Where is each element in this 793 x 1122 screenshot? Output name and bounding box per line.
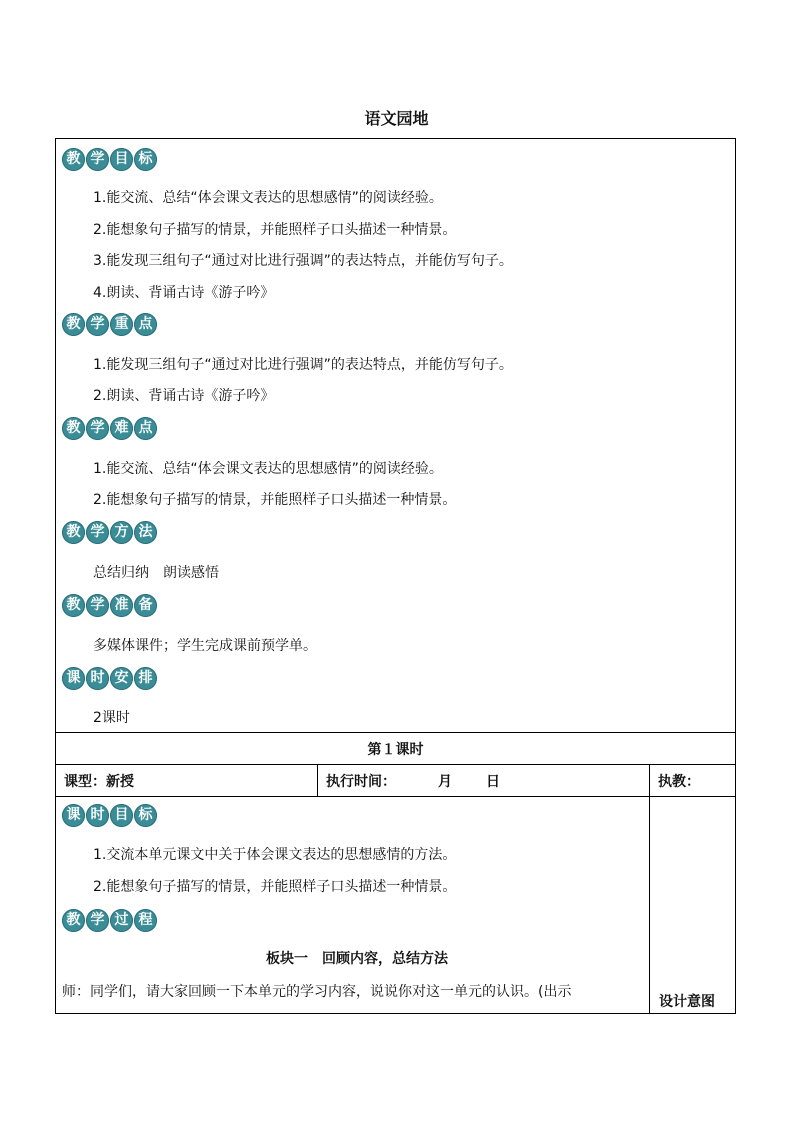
badge-char: 程 bbox=[134, 909, 157, 932]
process-text: 师：同学们，请大家回顾一下本单元的学习内容，说说你对这一单元的认识。(出示 bbox=[62, 984, 572, 1000]
badge-methods bbox=[62, 521, 158, 544]
execution-time-label: 执行时间： bbox=[326, 774, 396, 790]
design-intent-label: 设计意图 bbox=[659, 994, 715, 1010]
divider bbox=[317, 764, 318, 796]
page-title: 语文园地 bbox=[364, 109, 429, 128]
badge-char: 教 bbox=[62, 521, 85, 544]
badge-char: 教 bbox=[62, 417, 85, 440]
difficulty-item: 1.能交流、总结“体会课文表达的思想感情”的阅读经验。 bbox=[93, 461, 443, 477]
badge-char: 时 bbox=[86, 804, 109, 827]
badge-key-points bbox=[62, 313, 158, 336]
badge-char: 课 bbox=[62, 804, 85, 827]
month-label: 月 bbox=[438, 774, 452, 790]
goal-item: 2.能想象句子描写的情景，并能照样子口头描述一种情景。 bbox=[93, 222, 457, 238]
badge-difficulties bbox=[62, 417, 158, 440]
difficulty-item: 2.能想象句子描写的情景，并能照样子口头描述一种情景。 bbox=[93, 492, 457, 508]
badge-teaching-process bbox=[62, 909, 158, 932]
badge-char: 点 bbox=[134, 313, 157, 336]
badge-char: 重 bbox=[110, 313, 133, 336]
badge-char: 标 bbox=[134, 148, 157, 171]
lesson-plan-table bbox=[55, 138, 736, 1014]
badge-char: 难 bbox=[110, 417, 133, 440]
badge-char: 安 bbox=[110, 667, 133, 690]
divider bbox=[56, 732, 735, 733]
badge-char: 教 bbox=[62, 594, 85, 617]
key-point-item: 2.朗读、背诵古诗《游子吟》 bbox=[93, 388, 275, 404]
preparation-item: 多媒体课件；学生完成课前预学单。 bbox=[93, 638, 317, 654]
badge-char: 课 bbox=[62, 667, 85, 690]
badge-char: 学 bbox=[86, 521, 109, 544]
badge-char: 目 bbox=[110, 804, 133, 827]
badge-char: 准 bbox=[110, 594, 133, 617]
badge-char: 学 bbox=[86, 148, 109, 171]
badge-char: 目 bbox=[110, 148, 133, 171]
badge-char: 学 bbox=[86, 594, 109, 617]
divider bbox=[649, 764, 650, 796]
block-title: 板块一 回顾内容，总结方法 bbox=[266, 951, 448, 967]
badge-char: 时 bbox=[86, 667, 109, 690]
badge-char: 法 bbox=[134, 521, 157, 544]
badge-char: 学 bbox=[86, 909, 109, 932]
divider bbox=[56, 764, 735, 765]
lesson-type: 课型：新授 bbox=[64, 774, 134, 790]
badge-char: 教 bbox=[62, 909, 85, 932]
teacher-label: 执教： bbox=[658, 774, 700, 790]
lesson-goal-item: 2.能想象句子描写的情景，并能照样子口头描述一种情景。 bbox=[93, 879, 457, 895]
badge-char: 点 bbox=[134, 417, 157, 440]
badge-preparation bbox=[62, 594, 158, 617]
badge-char: 排 bbox=[134, 667, 157, 690]
badge-teaching-goals bbox=[62, 148, 158, 171]
badge-schedule bbox=[62, 667, 158, 690]
badge-char: 方 bbox=[110, 521, 133, 544]
divider bbox=[649, 796, 650, 1014]
method-item: 总结归纳 朗读感悟 bbox=[93, 565, 219, 581]
goal-item: 3.能发现三组句子“通过对比进行强调”的表达特点，并能仿写句子。 bbox=[93, 253, 513, 269]
badge-char: 过 bbox=[110, 909, 133, 932]
goal-item: 1.能交流、总结“体会课文表达的思想感情”的阅读经验。 bbox=[93, 190, 443, 206]
badge-char: 学 bbox=[86, 417, 109, 440]
day-label: 日 bbox=[486, 774, 500, 790]
lesson-heading: 第１课时 bbox=[367, 742, 424, 758]
badge-char: 教 bbox=[62, 148, 85, 171]
divider bbox=[56, 796, 735, 797]
key-point-item: 1.能发现三组句子“通过对比进行强调”的表达特点，并能仿写句子。 bbox=[93, 357, 513, 373]
badge-lesson-goals bbox=[62, 804, 158, 827]
badge-char: 教 bbox=[62, 313, 85, 336]
badge-char: 备 bbox=[134, 594, 157, 617]
badge-char: 学 bbox=[86, 313, 109, 336]
badge-char: 标 bbox=[134, 804, 157, 827]
schedule-item: 2课时 bbox=[93, 710, 130, 726]
goal-item: 4.朗读、背诵古诗《游子吟》 bbox=[93, 285, 275, 301]
lesson-goal-item: 1.交流本单元课文中关于体会课文表达的思想感情的方法。 bbox=[93, 847, 457, 863]
